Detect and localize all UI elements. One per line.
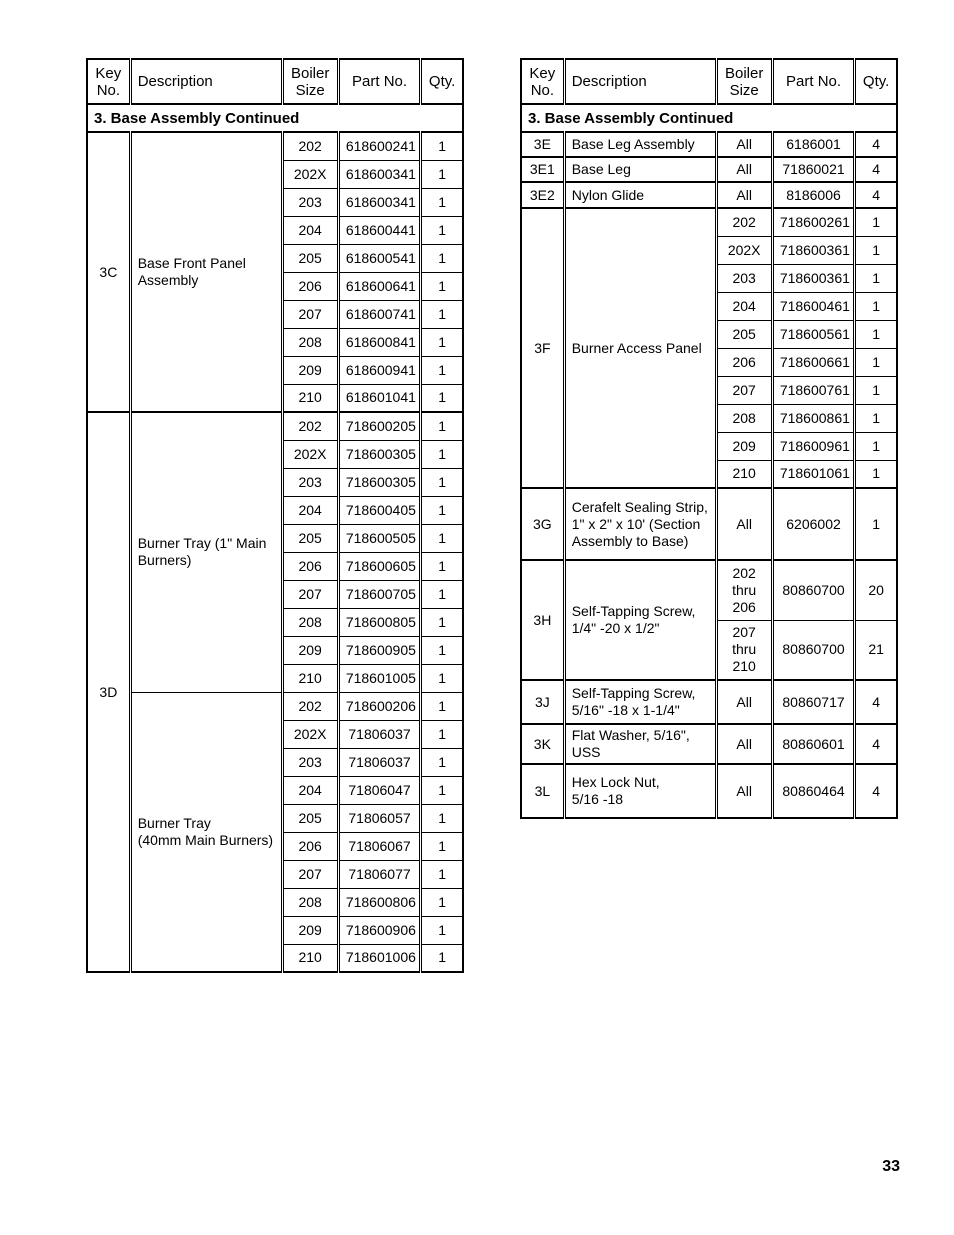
qty-cell: 1 bbox=[421, 524, 463, 552]
part-no-cell: 71806057 bbox=[338, 804, 420, 832]
qty-cell: 1 bbox=[421, 580, 463, 608]
parts-table-right bbox=[520, 58, 898, 819]
qty-cell: 1 bbox=[421, 468, 463, 496]
qty-cell: 1 bbox=[855, 208, 897, 236]
boiler-size-cell: 209 bbox=[282, 916, 338, 944]
boiler-size-cell: 205 bbox=[282, 244, 338, 272]
qty-cell: 1 bbox=[855, 236, 897, 264]
description-cell: Base Leg bbox=[564, 157, 716, 182]
part-no-cell: 71806037 bbox=[338, 748, 420, 776]
qty-cell: 4 bbox=[855, 182, 897, 208]
part-no-cell: 80860700 bbox=[772, 620, 854, 680]
table-row bbox=[521, 208, 897, 236]
part-no-cell: 618600641 bbox=[338, 272, 420, 300]
boiler-size-cell: 208 bbox=[282, 328, 338, 356]
boiler-size-cell: All bbox=[716, 488, 772, 560]
parts-table-right-body bbox=[521, 59, 897, 818]
part-no-cell: 718600305 bbox=[338, 468, 420, 496]
boiler-size-cell: 205 bbox=[716, 320, 772, 348]
qty-cell: 1 bbox=[421, 888, 463, 916]
boiler-size-cell: 202X bbox=[282, 440, 338, 468]
qty-cell: 1 bbox=[421, 356, 463, 384]
part-no-cell: 718600905 bbox=[338, 636, 420, 664]
parts-table-left bbox=[86, 58, 464, 973]
qty-cell: 1 bbox=[421, 160, 463, 188]
boiler-size-cell: 202X bbox=[282, 720, 338, 748]
qty-cell: 4 bbox=[855, 764, 897, 818]
key-no-cell: 3G bbox=[521, 488, 564, 560]
key-no-cell: 3F bbox=[521, 208, 564, 488]
part-no-cell: 718600861 bbox=[772, 404, 854, 432]
description-cell: Hex Lock Nut, 5/16 -18 bbox=[564, 764, 716, 818]
qty-cell: 1 bbox=[421, 216, 463, 244]
part-no-cell: 618600741 bbox=[338, 300, 420, 328]
part-no-cell: 71806067 bbox=[338, 832, 420, 860]
qty-cell: 1 bbox=[421, 300, 463, 328]
table-row bbox=[521, 132, 897, 157]
boiler-size-cell: 206 bbox=[282, 552, 338, 580]
table-row bbox=[521, 680, 897, 724]
part-no-cell: 718600361 bbox=[772, 264, 854, 292]
qty-cell: 1 bbox=[421, 132, 463, 160]
qty-cell: 20 bbox=[855, 560, 897, 620]
qty-cell: 1 bbox=[421, 244, 463, 272]
boiler-size-cell: 204 bbox=[282, 216, 338, 244]
boiler-size-cell: 207 bbox=[282, 860, 338, 888]
boiler-size-cell: 202 bbox=[716, 208, 772, 236]
qty-cell: 1 bbox=[421, 804, 463, 832]
qty-cell: 1 bbox=[421, 776, 463, 804]
boiler-size-cell: 204 bbox=[282, 496, 338, 524]
part-no-cell: 8186006 bbox=[772, 182, 854, 208]
boiler-size-cell: All bbox=[716, 764, 772, 818]
part-no-cell: 718600206 bbox=[338, 692, 420, 720]
table-row bbox=[521, 764, 897, 818]
table-row bbox=[87, 412, 463, 440]
key-no-cell: 3L bbox=[521, 764, 564, 818]
qty-cell: 1 bbox=[421, 188, 463, 216]
header-description: Description bbox=[130, 59, 282, 104]
boiler-size-cell: 203 bbox=[716, 264, 772, 292]
key-no-cell: 3C bbox=[87, 132, 130, 412]
part-no-cell: 618600341 bbox=[338, 188, 420, 216]
boiler-size-cell: 207 bbox=[282, 580, 338, 608]
part-no-cell: 718601006 bbox=[338, 944, 420, 972]
part-no-cell: 618600441 bbox=[338, 216, 420, 244]
qty-cell: 1 bbox=[855, 432, 897, 460]
qty-cell: 1 bbox=[421, 692, 463, 720]
description-cell: Nylon Glide bbox=[564, 182, 716, 208]
boiler-size-cell: 202 thru 206 bbox=[716, 560, 772, 620]
qty-cell: 1 bbox=[421, 720, 463, 748]
page-number: 33 bbox=[882, 1158, 900, 1175]
table-header-row bbox=[521, 59, 897, 104]
qty-cell: 1 bbox=[421, 636, 463, 664]
table-row bbox=[87, 692, 463, 720]
header-boiler-size: Boiler Size bbox=[716, 59, 772, 104]
table-row bbox=[87, 132, 463, 160]
part-no-cell: 718600761 bbox=[772, 376, 854, 404]
boiler-size-cell: 210 bbox=[282, 384, 338, 412]
boiler-size-cell: 208 bbox=[282, 888, 338, 916]
description-cell: Flat Washer, 5/16", USS bbox=[564, 724, 716, 764]
part-no-cell: 718600205 bbox=[338, 412, 420, 440]
header-part-no: Part No. bbox=[772, 59, 854, 104]
key-no-cell: 3K bbox=[521, 724, 564, 764]
boiler-size-cell: 203 bbox=[282, 188, 338, 216]
boiler-size-cell: 207 bbox=[716, 376, 772, 404]
section-title: 3. Base Assembly Continued bbox=[521, 104, 897, 132]
boiler-size-cell: 209 bbox=[282, 636, 338, 664]
key-no-cell: 3J bbox=[521, 680, 564, 724]
part-no-cell: 71806047 bbox=[338, 776, 420, 804]
table-row bbox=[521, 560, 897, 620]
qty-cell: 1 bbox=[421, 608, 463, 636]
qty-cell: 1 bbox=[855, 264, 897, 292]
part-no-cell: 718600605 bbox=[338, 552, 420, 580]
boiler-size-cell: All bbox=[716, 182, 772, 208]
part-no-cell: 718600961 bbox=[772, 432, 854, 460]
part-no-cell: 718600705 bbox=[338, 580, 420, 608]
description-cell: Base Leg Assembly bbox=[564, 132, 716, 157]
part-no-cell: 718600361 bbox=[772, 236, 854, 264]
part-no-cell: 718600405 bbox=[338, 496, 420, 524]
boiler-size-cell: 202 bbox=[282, 412, 338, 440]
qty-cell: 4 bbox=[855, 680, 897, 724]
qty-cell: 1 bbox=[421, 664, 463, 692]
boiler-size-cell: 207 bbox=[282, 300, 338, 328]
boiler-size-cell: 208 bbox=[716, 404, 772, 432]
table-row bbox=[521, 157, 897, 182]
boiler-size-cell: 202 bbox=[282, 132, 338, 160]
boiler-size-cell: 204 bbox=[282, 776, 338, 804]
table-row bbox=[521, 724, 897, 764]
part-no-cell: 718600806 bbox=[338, 888, 420, 916]
key-no-cell: 3E2 bbox=[521, 182, 564, 208]
boiler-size-cell: 207 thru 210 bbox=[716, 620, 772, 680]
part-no-cell: 618600541 bbox=[338, 244, 420, 272]
part-no-cell: 71806077 bbox=[338, 860, 420, 888]
parts-table-left-body bbox=[87, 59, 463, 972]
boiler-size-cell: 210 bbox=[282, 664, 338, 692]
qty-cell: 1 bbox=[421, 832, 463, 860]
header-description: Description bbox=[564, 59, 716, 104]
description-cell: Base Front Panel Assembly bbox=[130, 132, 282, 412]
description-cell: Burner Tray (1" Main Burners) bbox=[130, 412, 282, 692]
part-no-cell: 6206002 bbox=[772, 488, 854, 560]
header-qty: Qty. bbox=[855, 59, 897, 104]
part-no-cell: 718600561 bbox=[772, 320, 854, 348]
qty-cell: 1 bbox=[421, 328, 463, 356]
part-no-cell: 718600261 bbox=[772, 208, 854, 236]
part-no-cell: 80860464 bbox=[772, 764, 854, 818]
qty-cell: 4 bbox=[855, 724, 897, 764]
section-title-row bbox=[521, 104, 897, 132]
qty-cell: 1 bbox=[855, 320, 897, 348]
header-key: Key No. bbox=[521, 59, 564, 104]
key-no-cell: 3E bbox=[521, 132, 564, 157]
part-no-cell: 618600841 bbox=[338, 328, 420, 356]
qty-cell: 1 bbox=[421, 496, 463, 524]
boiler-size-cell: 203 bbox=[282, 748, 338, 776]
qty-cell: 1 bbox=[855, 404, 897, 432]
part-no-cell: 718600505 bbox=[338, 524, 420, 552]
part-no-cell: 718600805 bbox=[338, 608, 420, 636]
qty-cell: 1 bbox=[421, 944, 463, 972]
boiler-size-cell: 202 bbox=[282, 692, 338, 720]
part-no-cell: 618600241 bbox=[338, 132, 420, 160]
key-no-cell: 3H bbox=[521, 560, 564, 680]
header-part-no: Part No. bbox=[338, 59, 420, 104]
qty-cell: 1 bbox=[421, 412, 463, 440]
description-cell: Burner Tray (40mm Main Burners) bbox=[130, 692, 282, 972]
section-title-row bbox=[87, 104, 463, 132]
part-no-cell: 718600461 bbox=[772, 292, 854, 320]
part-no-cell: 80860700 bbox=[772, 560, 854, 620]
qty-cell: 1 bbox=[421, 916, 463, 944]
header-qty: Qty. bbox=[421, 59, 463, 104]
boiler-size-cell: All bbox=[716, 132, 772, 157]
header-key: Key No. bbox=[87, 59, 130, 104]
table-row bbox=[521, 182, 897, 208]
part-no-cell: 718601005 bbox=[338, 664, 420, 692]
boiler-size-cell: 206 bbox=[282, 272, 338, 300]
part-no-cell: 80860717 bbox=[772, 680, 854, 724]
qty-cell: 1 bbox=[421, 272, 463, 300]
qty-cell: 1 bbox=[855, 348, 897, 376]
key-no-cell: 3D bbox=[87, 412, 130, 972]
boiler-size-cell: 204 bbox=[716, 292, 772, 320]
table-header-row bbox=[87, 59, 463, 104]
boiler-size-cell: All bbox=[716, 724, 772, 764]
boiler-size-cell: 210 bbox=[282, 944, 338, 972]
part-no-cell: 718600906 bbox=[338, 916, 420, 944]
boiler-size-cell: 202X bbox=[282, 160, 338, 188]
boiler-size-cell: 203 bbox=[282, 468, 338, 496]
part-no-cell: 718601061 bbox=[772, 460, 854, 488]
table-row bbox=[521, 488, 897, 560]
description-cell: Self-Tapping Screw, 1/4" -20 x 1/2" bbox=[564, 560, 716, 680]
description-cell: Cerafelt Sealing Strip, 1" x 2" x 10' (Section Assembly to Base) bbox=[564, 488, 716, 560]
boiler-size-cell: All bbox=[716, 680, 772, 724]
boiler-size-cell: 210 bbox=[716, 460, 772, 488]
qty-cell: 1 bbox=[421, 552, 463, 580]
qty-cell: 1 bbox=[855, 292, 897, 320]
qty-cell: 1 bbox=[421, 748, 463, 776]
boiler-size-cell: 202X bbox=[716, 236, 772, 264]
qty-cell: 1 bbox=[421, 384, 463, 412]
qty-cell: 1 bbox=[855, 376, 897, 404]
part-no-cell: 618600941 bbox=[338, 356, 420, 384]
part-no-cell: 618600341 bbox=[338, 160, 420, 188]
part-no-cell: 718600305 bbox=[338, 440, 420, 468]
qty-cell: 1 bbox=[855, 488, 897, 560]
boiler-size-cell: 206 bbox=[716, 348, 772, 376]
header-boiler-size: Boiler Size bbox=[282, 59, 338, 104]
boiler-size-cell: 205 bbox=[282, 804, 338, 832]
boiler-size-cell: 209 bbox=[282, 356, 338, 384]
part-no-cell: 71860021 bbox=[772, 157, 854, 182]
qty-cell: 21 bbox=[855, 620, 897, 680]
qty-cell: 1 bbox=[421, 860, 463, 888]
qty-cell: 4 bbox=[855, 157, 897, 182]
boiler-size-cell: All bbox=[716, 157, 772, 182]
part-no-cell: 80860601 bbox=[772, 724, 854, 764]
description-cell: Burner Access Panel bbox=[564, 208, 716, 488]
section-title: 3. Base Assembly Continued bbox=[87, 104, 463, 132]
boiler-size-cell: 205 bbox=[282, 524, 338, 552]
boiler-size-cell: 206 bbox=[282, 832, 338, 860]
boiler-size-cell: 209 bbox=[716, 432, 772, 460]
qty-cell: 4 bbox=[855, 132, 897, 157]
part-no-cell: 6186001 bbox=[772, 132, 854, 157]
qty-cell: 1 bbox=[421, 440, 463, 468]
boiler-size-cell: 208 bbox=[282, 608, 338, 636]
description-cell: Self-Tapping Screw, 5/16" -18 x 1-1/4" bbox=[564, 680, 716, 724]
part-no-cell: 71806037 bbox=[338, 720, 420, 748]
part-no-cell: 718600661 bbox=[772, 348, 854, 376]
qty-cell: 1 bbox=[855, 460, 897, 488]
key-no-cell: 3E1 bbox=[521, 157, 564, 182]
part-no-cell: 618601041 bbox=[338, 384, 420, 412]
